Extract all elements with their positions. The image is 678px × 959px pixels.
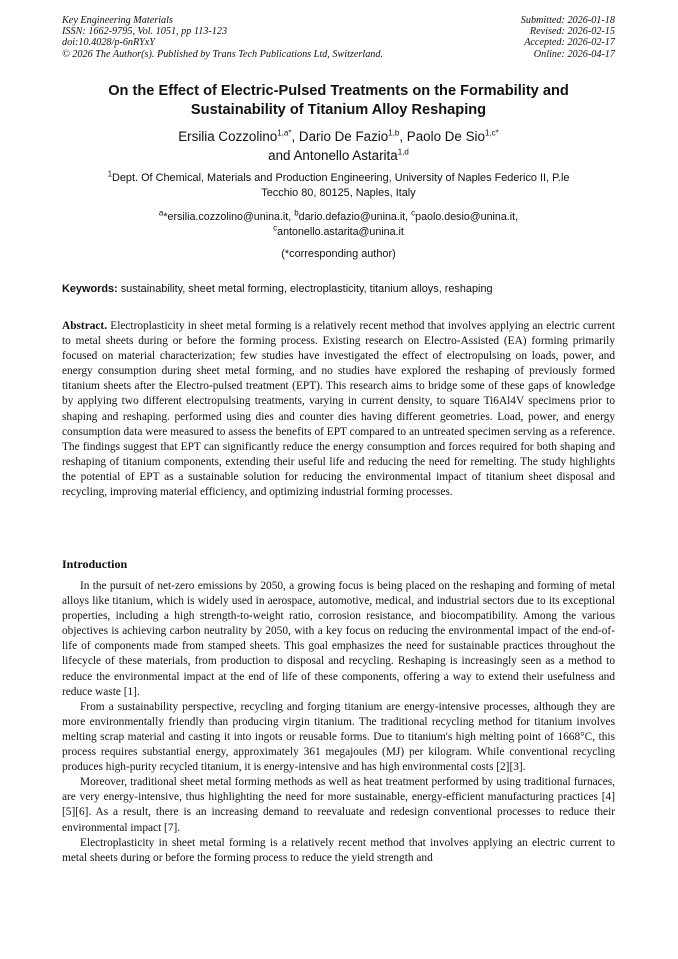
accepted-date: Accepted: 2026-02-17	[524, 37, 615, 49]
email-superscript: c	[273, 223, 278, 233]
submitted-date: Submitted: 2026-01-18	[520, 15, 615, 26]
email-address: dario.defazio@unina.it,	[298, 211, 412, 223]
author-list	[62, 127, 615, 165]
author-superscript: 1,c*	[484, 128, 499, 138]
affiliation-superscript: 1	[107, 169, 113, 179]
paragraph: Moreover, traditional sheet metal forming methods as well as heat treatment performed by using traditional furnaces, are very energy-intensive, thus highlighting the need for more sustainable, energy-efficient manufacturing practices [4][5][6]. As a result, there is an increasing demand to reevaluate and redesign conventional processes to reduce their environmental impact [7].	[62, 776, 615, 834]
title-line-2: Sustainability of Titanium Alloy Reshaping	[190, 102, 487, 118]
email-address: *ersilia.cozzolino@unina.it,	[163, 211, 295, 223]
abstract	[62, 319, 615, 500]
paragraph: From a sustainability perspective, recycling and forging titanium are energy-intensive processes, although they are more environmentally friendly than producing virgin titanium. The traditional recycling method for titanium involves melting scrap material and casting it into ingots or reusable forms. Due to titanium's high melting point of 1668°C, this process requires substantial energy, approximately 361 megajoules (MJ) per kilogram. While conventional recycling produces high-purity recycled titanium, it is energy-intensive and has high environmental costs [2][3].	[62, 700, 615, 774]
doi-line: doi:10.4028/p-6nRYxY	[62, 37, 155, 49]
affiliation-text: Dept. Of Chemical, Materials and Production Engineering, University of Naples Federico II, P.le	[112, 172, 570, 184]
introduction-body	[62, 579, 615, 866]
keywords-label: Keywords:	[62, 283, 118, 295]
copyright-line: © 2026 The Author(s). Published by Trans Tech Publications Ltd, Switzerland.	[62, 48, 384, 60]
authors-line-2	[62, 146, 615, 165]
publication-header	[62, 15, 615, 60]
emails-line-2	[62, 225, 615, 240]
affiliation-line-1	[62, 171, 615, 186]
journal-name: Key Engineering Materials	[62, 15, 173, 26]
author-conjunction: and	[268, 148, 291, 163]
keywords	[62, 282, 615, 297]
email-superscript: a	[158, 208, 164, 218]
revised-date: Revised: 2026-02-15	[529, 26, 615, 38]
paragraph: In the pursuit of net-zero emissions by 2050, a growing focus is being placed on the reshaping and forming of metal alloys like titanium, which is widely used in aerospace, automotive, medical, and industrial sectors due to its exceptional properties, including a high strength-to-weight ratio, corrosion resistance, and biocompatibility. Among the various objectives is achieving carbon neutrality by 2050, with a key focus on reducing the environmental impact of the end-of-life of components made from stamped sheets. This goal emphasizes the need for sustainable practices throughout the lifecycle of these materials, from production to disposal and recycling. Reshaping is increasingly seen as a method to reduce the environmental impact at the end of life of these components, offering a way to extend their usefulness and reduce waste [1].	[62, 580, 615, 698]
affiliation	[62, 171, 615, 201]
email-list	[62, 210, 615, 240]
author-name: Antonello Astarita	[293, 148, 398, 163]
author-name: Paolo De Sio	[406, 129, 485, 144]
paper-title	[62, 82, 615, 120]
email-superscript: b	[294, 208, 299, 218]
issn-line: ISSN: 1662-9795, Vol. 1051, pp 113-123	[62, 26, 228, 38]
author-name: Ersilia Cozzolino	[178, 129, 278, 144]
keywords-text: sustainability, sheet metal forming, electroplasticity, titanium alloys, reshaping	[117, 283, 493, 295]
affiliation-line-2: Tecchio 80, 80125, Naples, Italy	[261, 187, 416, 199]
introduction-heading: Introduction	[62, 557, 128, 571]
title-line-1: On the Effect of Electric-Pulsed Treatments on the Formability and	[108, 83, 569, 99]
abstract-label: Abstract.	[62, 320, 108, 332]
dates-info	[521, 15, 615, 60]
author-superscript: 1,d	[397, 147, 409, 157]
email-superscript: c	[411, 208, 416, 218]
authors-line-1: Ersilia Cozzolino$^{1,a*}$, Dario De Fazio$^{1,b}$, Paolo De Sio$^{1,c*}$	[178, 128, 499, 144]
email-address: antonello.astarita@unina.it	[277, 226, 404, 238]
paragraph: Electroplasticity in sheet metal forming is a relatively recent method that involves applying an electric current to metal sheets during or before the forming process to reduce the yield strength and	[62, 836, 615, 864]
author-name: Dario De Fazio	[298, 129, 389, 144]
journal-info	[62, 15, 383, 60]
emails-line-1	[62, 210, 615, 225]
author-superscript: 1,b	[388, 128, 400, 138]
online-date: Online: 2026-04-17	[533, 48, 615, 60]
abstract-text: Electroplasticity in sheet metal forming is a relatively recent method that involves applying an electric current to metal sheets during or before the forming process. Existing research on Electro-Assisted (EA) forming primarily focused on material characterization; few studies have investigated the effect of electropulsing on loads, power, and energy consumption during sheet metal forming, and no studies have explored the reshaping of previously formed titanium sheets after the Electro-pulsed treatment (EPT). This research aims to bridge some of these gaps of knowledge by applying two different electropulsing treatments, varying in current density, to square Ti6Al4V specimens prior to shaping and reshaping. performed using dies and counter dies having different geometries. Load, power, and energy consumption data were measured to assess the benefits of EPT compared to an untreated specimen serving as a reference. The findings suggest that EPT can significantly reduce the energy consumption and forces required for both shaping and reshaping of titanium components, extending their useful life and reducing the need for remelting. The study highlights the potential of EPT as a sustainable solution for reducing the environmental impact of titanium sheet disposal and recycling, improving material efficiency, and optimizing industrial forming processes.	[62, 320, 615, 499]
corresponding-author-note: (*corresponding author)	[281, 248, 396, 260]
author-superscript: 1,a*	[277, 128, 292, 138]
email-address: paolo.desio@unina.it,	[415, 211, 519, 223]
